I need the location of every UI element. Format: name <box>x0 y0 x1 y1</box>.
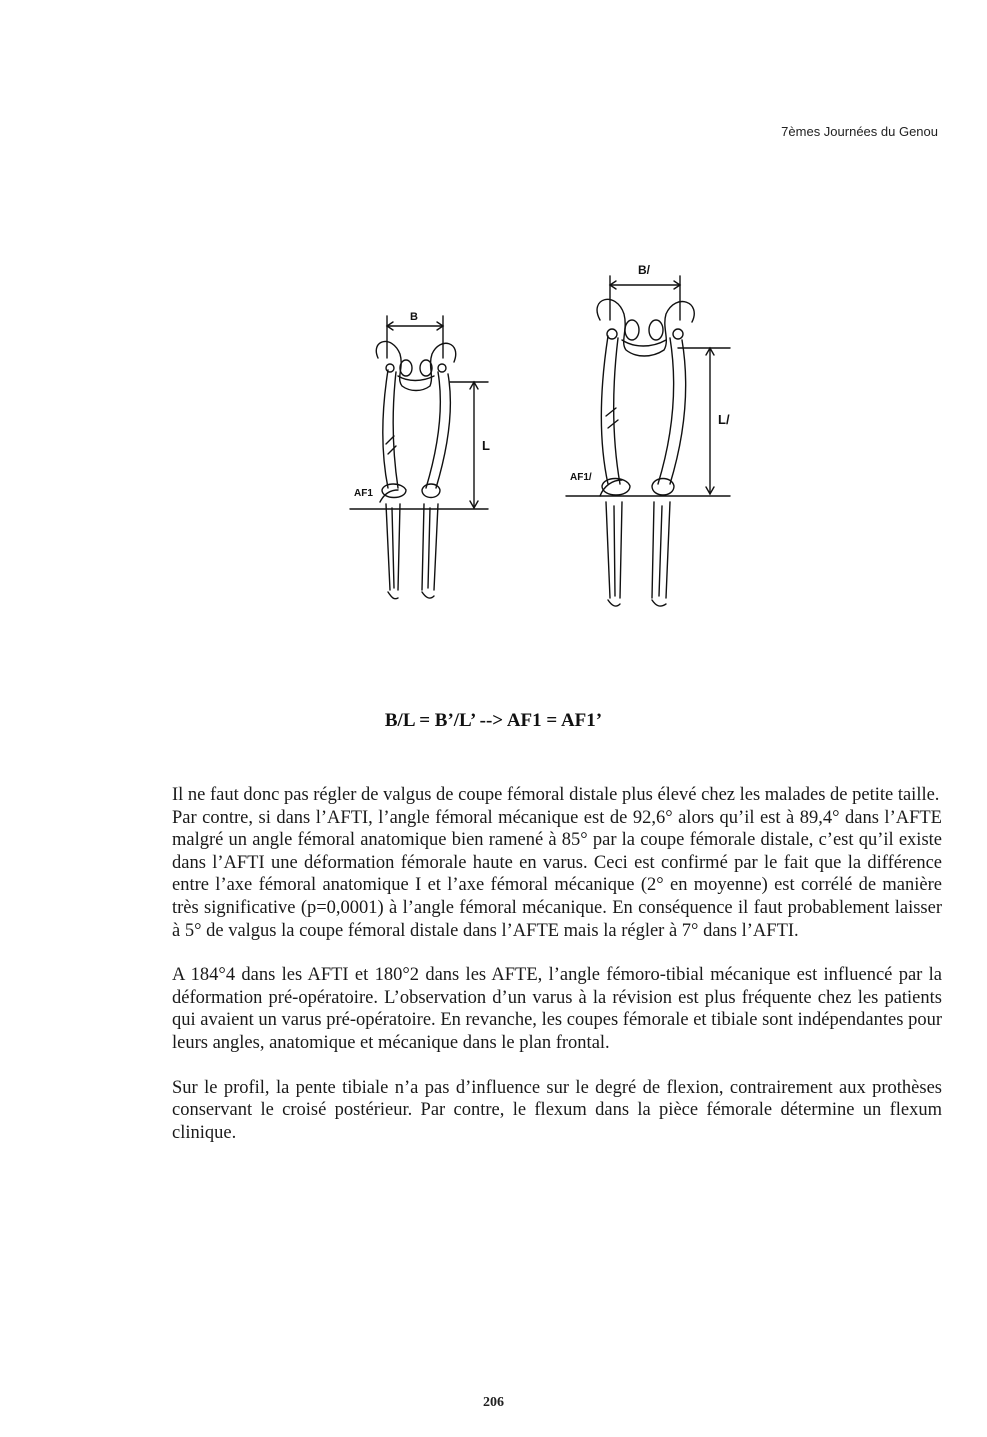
label-b-prime: B/ <box>638 263 650 277</box>
paragraph-2: Par contre, si dans l’AFTI, l’angle fémoral mécanique est de 92,6° alors qu’il est à 89,4° dans l’AFTE malgré un angle fémoral anatomique bien ramené à 85° par la coupe fémorale distale, c’est qu’il existe dans l’AFTI une déformation fémorale haute en varus. Ceci est confirmé par le fait que la différence entre l’axe fémoral anatomique I et l’axe fémoral mécanique (2° en moyenne) est corrélé de manière très significative (p=0,0001) à l’angle fémoral mécanique. En conséquence il faut probablement laisser à 5° de valgus la coupe fémoral distale dans l’AFTE mais la régler à 7° dans l’AFTI. <box>172 807 942 941</box>
paragraph-3: A 184°4 dans les AFTI et 180°2 dans les AFTE, l’angle fémoro-tibial mécanique est influencé par la déformation pré-opératoire. L’observation d’un varus à la révision est plus fréquente chez les patients qui avaient un varus pré-opératoire. En revanche, les coupes fémorale et tibiale sont indépendantes pour leurs angles, anatomique et mécanique dans le plan frontal. <box>172 965 942 1053</box>
running-header: 7èmes Journées du Genou <box>781 124 938 139</box>
label-af1: AF1 <box>354 488 373 499</box>
page-number: 206 <box>483 1395 504 1410</box>
label-af1-prime: AF1/ <box>570 472 592 483</box>
right-skeleton <box>566 276 730 606</box>
paragraph-1: Il ne faut donc pas régler de valgus de coupe fémoral distale plus élevé chez les malades de petite taille. <box>172 785 940 805</box>
label-l: L <box>482 438 490 453</box>
label-b: B <box>410 311 418 323</box>
skeleton-diagram <box>330 258 750 618</box>
paragraph-4: Sur le profil, la pente tibiale n’a pas d’influence sur le degré de flexion, contrairement aux prothèses conservant le croisé postérieur. Par contre, le flexum dans la pièce fémorale détermine un flexum clinique. <box>172 1077 942 1143</box>
label-l-prime: L/ <box>718 412 730 427</box>
left-skeleton <box>350 316 488 599</box>
body-text <box>172 784 942 1144</box>
skeleton-figure <box>330 258 750 618</box>
figure-formula: B/L = B’/L’ --> AF1 = AF1’ <box>384 710 603 731</box>
